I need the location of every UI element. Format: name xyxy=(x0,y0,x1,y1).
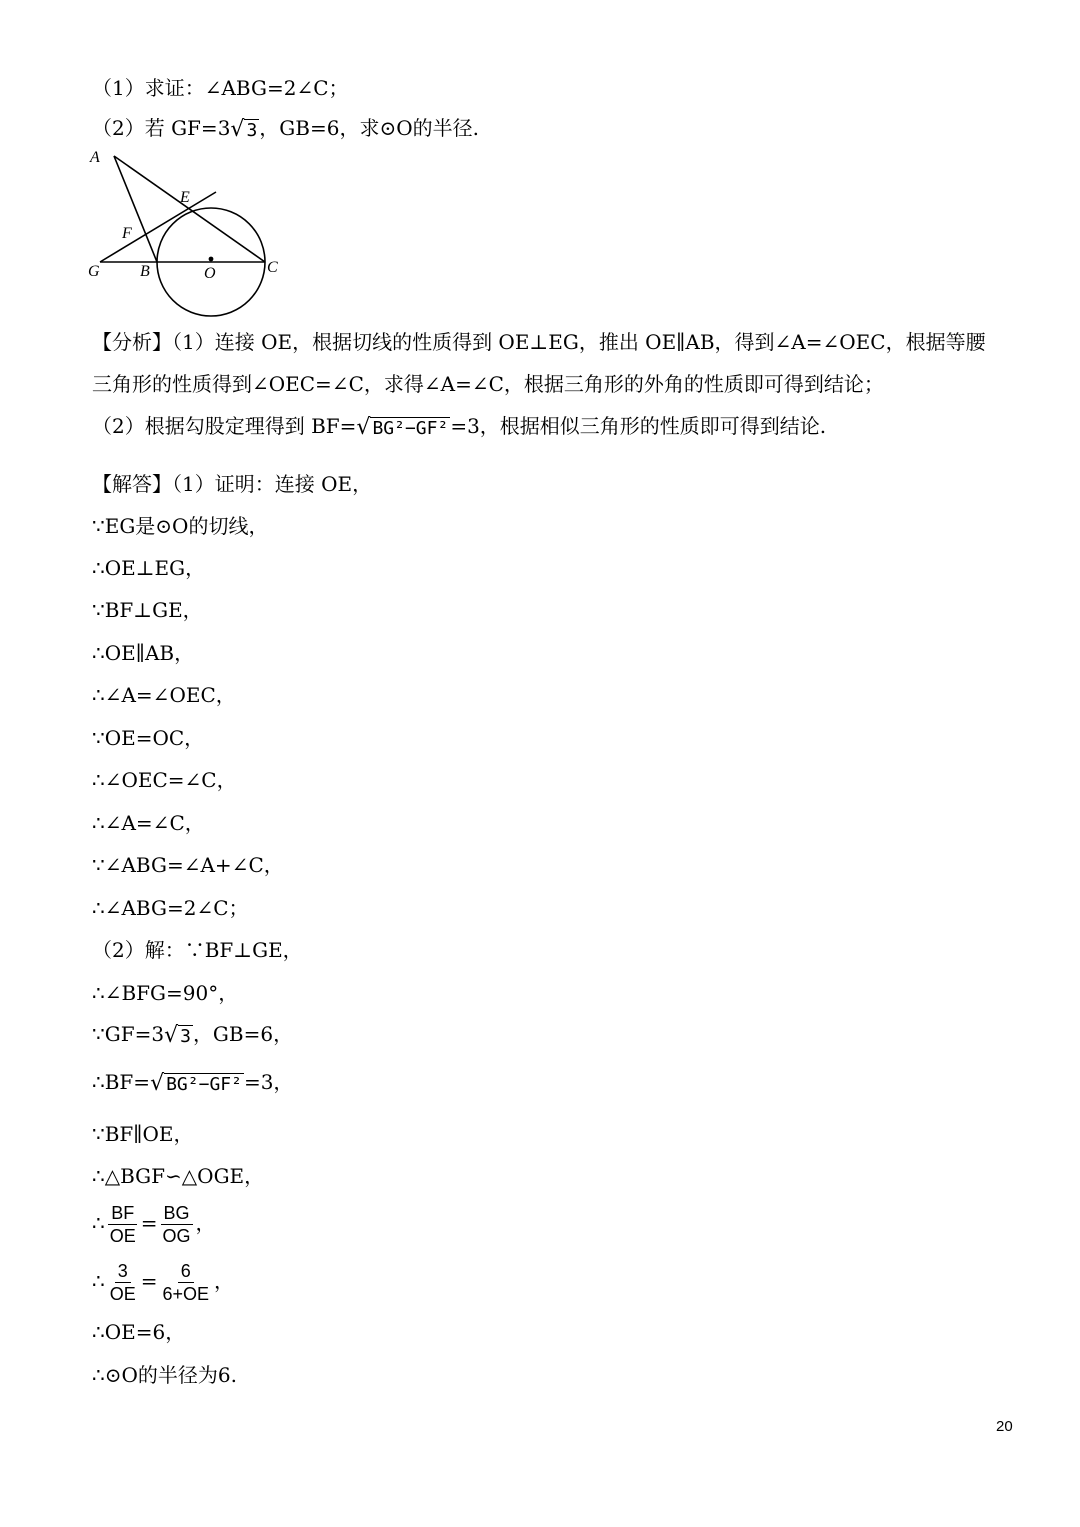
solution-step: ∴∠A=∠OEC， xyxy=(92,683,236,707)
label-o: O xyxy=(204,265,216,282)
solution-step: ∴△BGF∽△OGE， xyxy=(92,1164,265,1188)
solution-step-bf xyxy=(92,1072,293,1095)
fraction xyxy=(107,1262,139,1303)
solution-step-gf xyxy=(92,1024,293,1047)
comma: ， xyxy=(214,1269,235,1293)
solution-step: ∴∠A=∠C， xyxy=(92,811,205,835)
solution-step: ∵∠ABG=∠A+∠C， xyxy=(92,853,284,877)
fraction-denominator: 6+OE xyxy=(162,1284,210,1304)
step-gf-suffix: ，GB=6， xyxy=(192,1022,294,1046)
solution-step: ∵EG是⊙O的切线， xyxy=(92,514,269,538)
fraction xyxy=(160,1204,194,1245)
fraction-denominator: OG xyxy=(162,1226,191,1246)
fraction xyxy=(107,1204,139,1245)
analysis-line-3-suffix: =3，根据相似三角形的性质即可得到结论. xyxy=(450,414,827,438)
solution-step: ∴OE⊥EG， xyxy=(92,556,206,580)
fraction-numerator: BF xyxy=(108,1204,137,1225)
sqrt-expression: √ 3 xyxy=(230,116,258,142)
solution-step: ∴∠ABG=2∠C； xyxy=(92,896,249,920)
analysis-line-3 xyxy=(92,416,826,439)
sqrt-radicand: 3 xyxy=(246,119,258,141)
solution-step: ∵OE=OC， xyxy=(92,726,205,750)
fraction-numerator: 6 xyxy=(178,1262,194,1283)
fraction-denominator: OE xyxy=(109,1226,136,1246)
problem-part1: （1）求证：∠ABG=2∠C； xyxy=(92,76,349,100)
sqrt-expression: √ 3 xyxy=(164,1022,191,1048)
sqrt-expression: √ BG²−GF² xyxy=(150,1070,242,1096)
analysis-line-3-prefix: （2）根据勾股定理得到 BF= xyxy=(92,414,357,438)
therefore-symbol: ∴ xyxy=(92,1211,105,1235)
solution-step: ∴OE∥AB， xyxy=(92,641,195,665)
label-c: C xyxy=(267,259,278,276)
solution-step: ∵BF⊥GE， xyxy=(92,598,203,622)
fraction-numerator: 3 xyxy=(115,1262,131,1283)
sqrt-radicand: BG²−GF² xyxy=(166,1073,242,1095)
geometry-figure xyxy=(86,146,296,318)
sqrt-expression: √ BG²−GF² xyxy=(356,414,449,440)
sqrt-radicand: BG²−GF² xyxy=(372,417,449,439)
label-g: G xyxy=(88,263,100,280)
solution-step: ∴∠OEC=∠C， xyxy=(92,768,237,792)
analysis-line-2: 三角形的性质得到∠OEC=∠C，求得∠A=∠C，根据三角形的外角的性质即可得到结论； xyxy=(92,372,884,396)
problem-part2-prefix: （2）若 GF=3 xyxy=(92,116,231,140)
label-f: F xyxy=(122,225,132,242)
solution-step: ∴OE=6， xyxy=(92,1320,186,1344)
comma: ， xyxy=(195,1211,216,1235)
solution-fraction-step-2 xyxy=(92,1262,234,1303)
solution-conclusion: ∴⊙O的半径为6. xyxy=(92,1363,237,1387)
equals-sign: = xyxy=(140,1211,158,1235)
solution-fraction-step-1 xyxy=(92,1204,216,1245)
solution-step: ∴∠BFG=90°， xyxy=(92,981,239,1005)
therefore-symbol: ∴ xyxy=(92,1269,105,1293)
label-e: E xyxy=(180,189,190,206)
label-b: B xyxy=(140,263,150,280)
solution-header: 【解答】（1）证明：连接 OE， xyxy=(92,472,373,496)
solution-step: （2）解：∵BF⊥GE， xyxy=(92,938,303,962)
problem-part2-suffix: ，GB=6，求⊙O的半径. xyxy=(259,116,479,140)
step-gf-prefix: ∵GF=3 xyxy=(92,1022,165,1046)
solution-step: ∵BF∥OE， xyxy=(92,1122,194,1146)
fraction-numerator: BG xyxy=(161,1204,193,1225)
label-a: A xyxy=(90,149,100,166)
segment-ac xyxy=(114,156,265,262)
problem-part2 xyxy=(92,118,479,141)
fraction xyxy=(160,1262,213,1303)
center-point-o xyxy=(209,257,214,262)
step-bf-suffix: =3， xyxy=(243,1070,294,1094)
equals-sign: = xyxy=(140,1269,158,1293)
fraction-denominator: OE xyxy=(109,1284,136,1304)
page-number: 20 xyxy=(996,1418,1013,1435)
step-bf-prefix: ∴BF= xyxy=(92,1070,151,1094)
sqrt-radicand: 3 xyxy=(180,1025,191,1047)
analysis-line-1: 【分析】（1）连接 OE，根据切线的性质得到 OE⊥EG，推出 OE∥AB，得到∠A=∠OEC，根据等腰 xyxy=(92,330,986,354)
